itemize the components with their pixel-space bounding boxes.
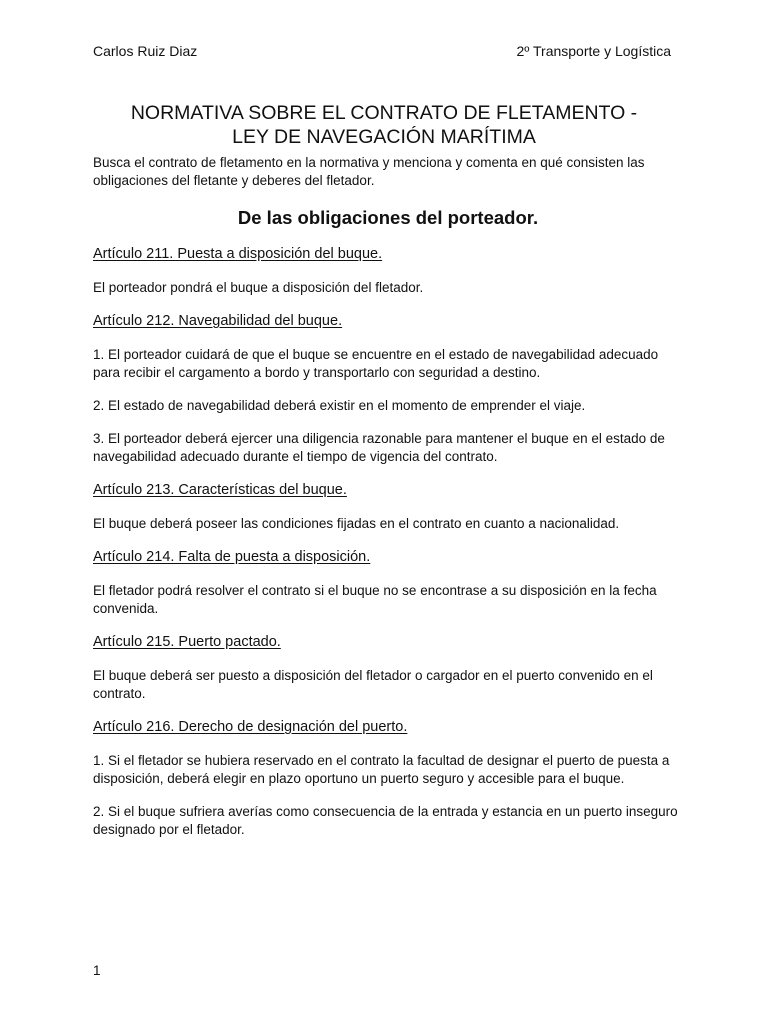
article-213 — [93, 480, 683, 533]
article-212 — [93, 311, 683, 466]
document-title — [60, 101, 708, 149]
article-heading: Artículo 214. Falta de puesta a disposición. — [93, 549, 371, 565]
article-heading: Artículo 213. Características del buque. — [93, 482, 347, 498]
intro-paragraph: Busca el contrato de fletamento en la normativa y menciona y comenta en qué consisten las obligaciones del fletante y deberes del fletador. — [93, 155, 645, 188]
title-line-1: NORMATIVA SOBRE EL CONTRATO DE FLETAMENTO - — [130, 102, 638, 125]
article-paragraph: 3. El porteador deberá ejercer una diligencia razonable para mantener el buque en el estado de navegabilidad adecuado durante el tiempo de vigencia del contrato. — [93, 431, 665, 464]
article-paragraph: El buque deberá poseer las condiciones fijadas en el contrato en cuanto a nacionalidad. — [93, 516, 620, 531]
article-211 — [93, 244, 683, 297]
article-paragraph: 2. Si el buque sufriera averías como consecuencia de la entrada y estancia en un puerto inseguro designado por el fletador. — [93, 804, 678, 837]
header-course: 2º Transporte y Logística — [516, 43, 671, 59]
title-line-2: LEY DE NAVEGACIÓN MARÍTIMA — [232, 126, 536, 149]
article-216 — [93, 717, 683, 839]
article-paragraph: El buque deberá ser puesto a disposición del fletador o cargador en el puerto convenido en el contrato. — [93, 668, 653, 701]
article-paragraph: 1. Si el fletador se hubiera reservado en el contrato la facultad de designar el puerto de puesta a disposición, deberá elegir en plazo oportuno un puerto seguro y accesible para el buque. — [93, 753, 670, 786]
document-body — [93, 154, 683, 839]
article-paragraph: El porteador pondrá el buque a disposición del fletador. — [93, 280, 424, 295]
article-215 — [93, 632, 683, 703]
section-title: De las obligaciones del porteador. — [237, 207, 539, 228]
article-214 — [93, 547, 683, 618]
header-author: Carlos Ruiz Diaz — [93, 43, 198, 59]
article-heading: Artículo 215. Puerto pactado. — [93, 634, 281, 650]
page-number: 1 — [93, 963, 101, 978]
article-paragraph: 1. El porteador cuidará de que el buque se encuentre en el estado de navegabilidad adecuado para recibir el cargamento a bordo y transportarlo con seguridad a destino. — [93, 347, 659, 380]
article-heading: Artículo 211. Puesta a disposición del buque. — [93, 246, 383, 262]
article-paragraph: 2. El estado de navegabilidad deberá existir en el momento de emprender el viaje. — [93, 398, 586, 413]
article-heading: Artículo 212. Navegabilidad del buque. — [93, 313, 343, 329]
article-paragraph: El fletador podrá resolver el contrato si el buque no se encontrase a su disposición en la fecha convenida. — [93, 583, 657, 616]
article-heading: Artículo 216. Derecho de designación del puerto. — [93, 719, 408, 735]
